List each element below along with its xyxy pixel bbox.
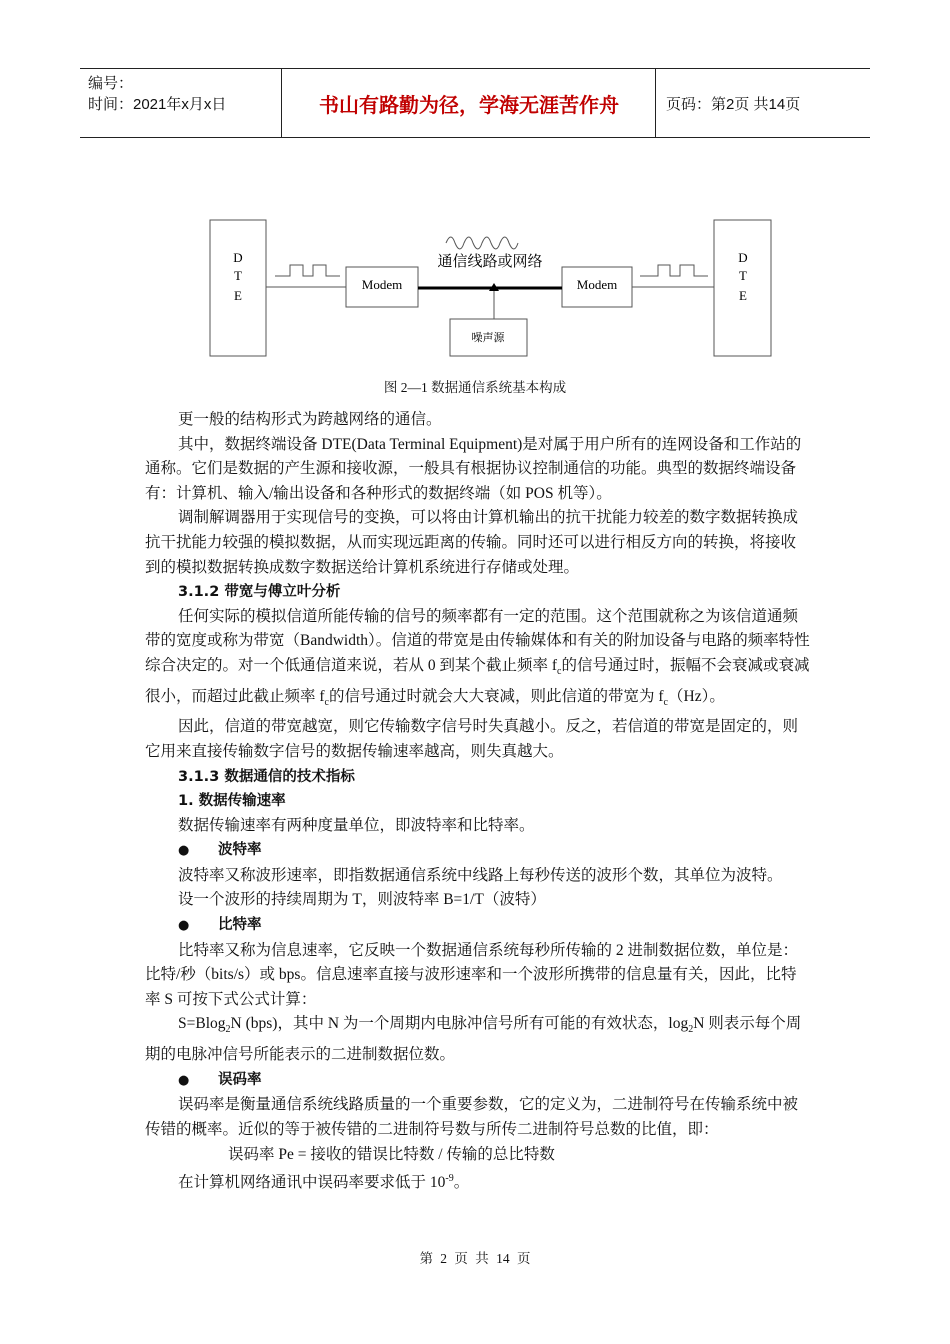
paragraph: 数据传输速率有两种度量单位，即波特率和比特率。 — [178, 816, 535, 834]
paragraph: 误码率是衡量通信系统线路质量的一个重要参数，它的定义为，二进制符号在传输系统中被传错的概率。近似的等于被传错的二进制符号数与所传二进制符号总数的比值，即： — [145, 1096, 799, 1138]
paragraph — [145, 1012, 810, 1067]
subscript: 2 — [688, 1024, 694, 1036]
paragraph — [145, 605, 810, 716]
text-run: 在计算机网络通讯中误码率要求低于 10 — [178, 1174, 446, 1192]
figure-caption: 图 2—1 数据通信系统基本构成 — [383, 380, 567, 395]
header-info — [80, 69, 282, 137]
bullet-label: 波特率 — [218, 842, 262, 859]
network-label: 通信线路或网络 — [437, 252, 543, 270]
text-run: N (bps)，其中 N 为一个周期内电脉冲信号所有可能的有效状态，log — [230, 1015, 689, 1033]
subscript: 2 — [225, 1024, 231, 1036]
left-digital-waveform — [275, 265, 340, 276]
text-run: 的信号通过时就会大大衰减，则此信道的带宽为 f — [329, 687, 664, 705]
header-motto: 书山有路勤为径，学海无涯苦作舟 — [283, 69, 656, 137]
subscript: c — [557, 666, 562, 678]
dte-left-e: E — [234, 288, 242, 303]
bullet-icon: ● — [178, 843, 190, 859]
bullet-item — [145, 913, 810, 939]
text-run: N 则表示每个周期的电脉冲信号所能表示的二进制数据位数。 — [145, 1015, 802, 1064]
section-heading: 3.1.2 带宽与傅立叶分析 — [178, 584, 341, 601]
paragraph: 调制解调器用于实现信号的变换，可以将由计算机输出的抗干扰能力较差的数字数据转换成抗干扰能力较强的模拟数据，从而实现远距离的传输。同时还可以进行相反方向的转换，将接收到的模拟数据转换成数字数据送给计算机系统进行存储或处理。 — [145, 509, 799, 576]
formula: 误码率 Pe = 接收的错误比特数 / 传输的总比特数 — [228, 1145, 555, 1163]
subsection-heading: 1. 数据传输速率 — [178, 793, 286, 810]
paragraph: 因此，信道的带宽越宽，则它传输数字信号时失真越小。反之，若信道的带宽是固定的，则它用来直接传输数字信号的数据传输速率越高，则失真越大。 — [145, 718, 799, 760]
paragraph: 比特率又称为信息速率，它反映一个数据通信系统每秒所传输的 2 进制数据位数，单位是：比特/秒（bits/s）或 bps。信息速率直接与波形速率和一个波形所携带的信息量有关，因此，比特率 S 可按下式公式计算： — [145, 941, 799, 1008]
dte-right-d: D — [738, 250, 748, 265]
analog-waveform — [446, 237, 518, 249]
modem-right-label: Modem — [576, 277, 618, 292]
dte-left-t: T — [234, 268, 242, 283]
text-run: 。 — [453, 1174, 470, 1192]
subscript: c — [663, 696, 668, 708]
subscript: c — [324, 696, 329, 708]
text-run: 任何实际的模拟信道所能传输的信号的频率都有一定的范围。这个范围就称之为该信道通频带的宽度或称为带宽（Bandwidth）。信道的带宽是由传输媒体和有关的附加设备与电路的频率特性综合决定的。对一个低通信道来说，若从 0 到某个截止频率 f — [145, 607, 810, 674]
paragraph: 更一般的结构形式为跨越网络的通信。 — [178, 411, 442, 428]
header-number: 编号： — [88, 75, 134, 92]
text-run: S=Blog — [178, 1015, 226, 1033]
superscript: -9 — [445, 1173, 454, 1185]
page-header — [80, 68, 870, 138]
section-heading: 3.1.3 数据通信的技术指标 — [178, 768, 355, 785]
paragraph: 设一个波形的持续周期为 T，则波特率 B=1/T（波特） — [178, 891, 546, 909]
header-page: 页码：第2页 共14页 — [666, 95, 801, 113]
communication-system-diagram — [200, 215, 790, 365]
bullet-item — [145, 838, 810, 864]
bullet-icon: ● — [178, 918, 190, 934]
header-time: 时间：2021年x月x日 — [88, 96, 227, 113]
body-text — [145, 408, 810, 1196]
bullet-label: 误码率 — [218, 1071, 262, 1088]
dte-left-d: D — [233, 250, 243, 265]
page-footer: 第 2 页 共 14 页 — [419, 1251, 531, 1266]
right-digital-waveform — [640, 265, 708, 276]
dte-right-t: T — [739, 268, 747, 283]
text-run: （Hz）。 — [668, 687, 725, 705]
paragraph: 波特率又称波形速率，即指数据通信系统中线路上每秒传送的波形个数，其单位为波特。 — [178, 866, 783, 884]
paragraph: 其中，数据终端设备 DTE(Data Terminal Equipment)是对属于用户所有的连网设备和工作站的通称。它们是数据的产生源和接收源，一般具有根据协议控制通信的功能。典型的数据终端设备有：计算机、输入/输出设备和各种形式的数据终端（如 POS 机等）。 — [145, 435, 802, 502]
paragraph — [145, 1167, 810, 1196]
text-run: 的信号通过时，振幅不会衰减或衰减很小，而超过此截止频率 f — [145, 656, 810, 705]
bullet-icon: ● — [178, 1072, 190, 1088]
bullet-label: 比特率 — [218, 917, 262, 934]
dte-right-e: E — [739, 288, 747, 303]
modem-left-label: Modem — [361, 277, 403, 292]
noise-source-label: 噪声源 — [471, 331, 505, 344]
bullet-item — [145, 1068, 810, 1094]
